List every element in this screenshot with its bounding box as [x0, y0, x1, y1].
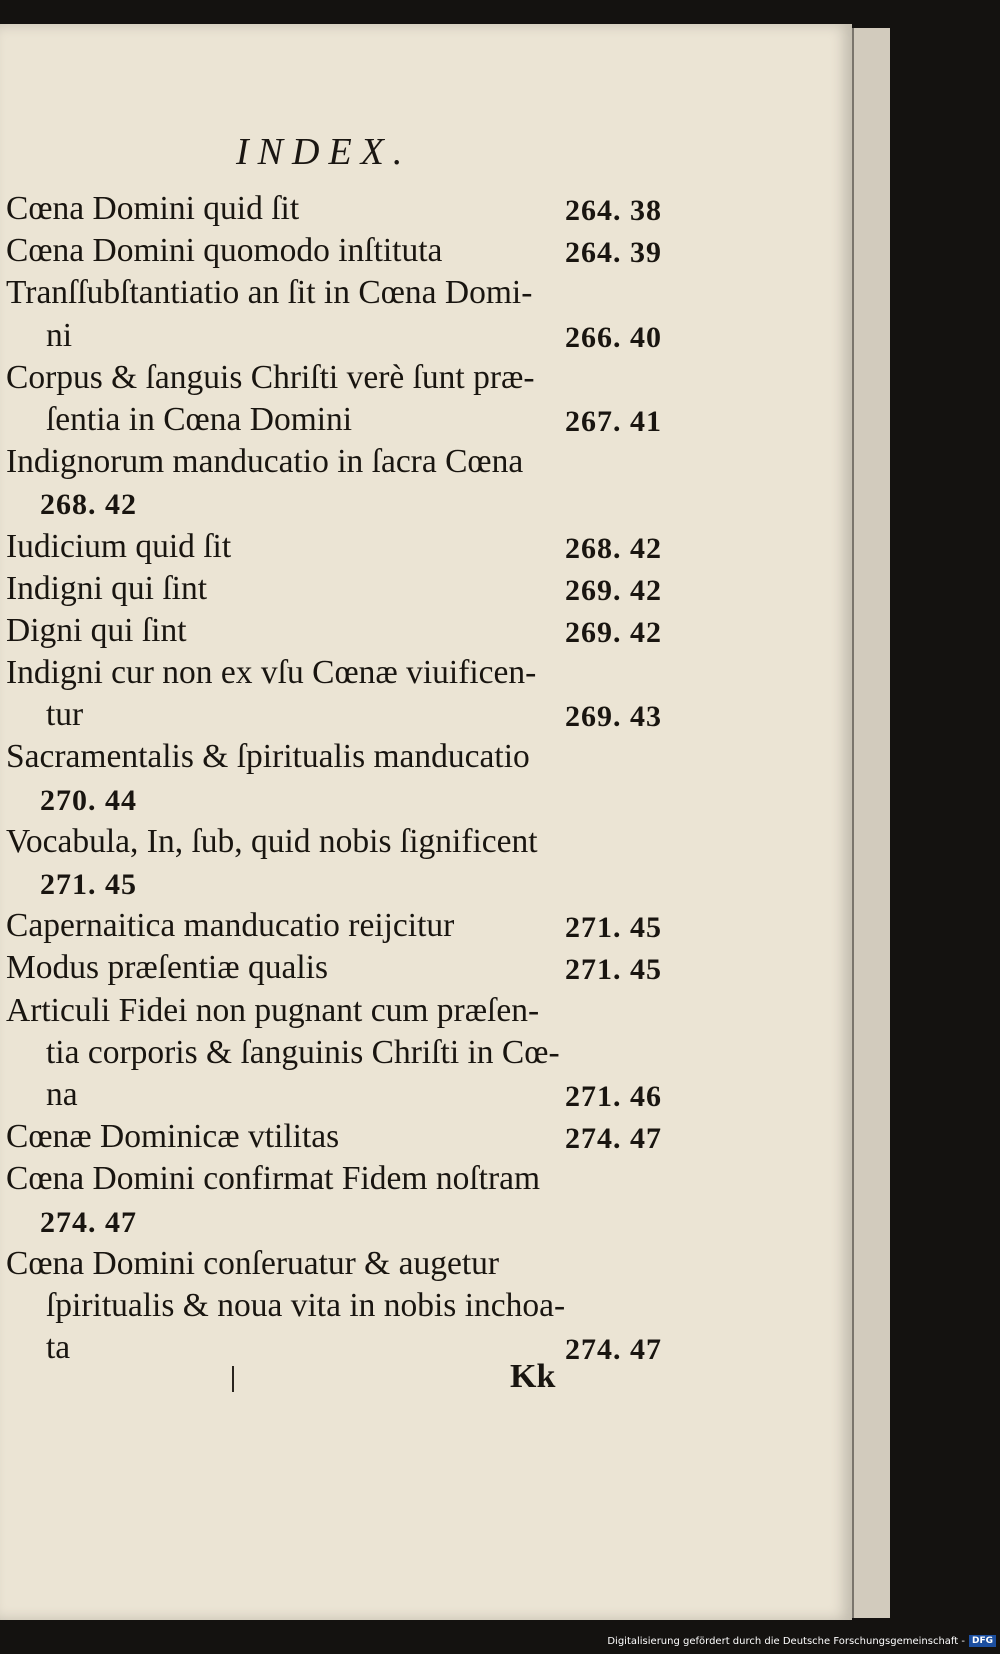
entry-text: Articuli Fidei non pugnant cum præſen- — [6, 991, 540, 1029]
index-line — [6, 694, 662, 736]
page-ref: 274. 47 — [565, 1333, 662, 1367]
page-ref: 271. 45 — [565, 911, 662, 945]
index-line — [6, 905, 662, 947]
index-line — [6, 483, 662, 525]
index-line — [6, 947, 662, 989]
entry-text: tur — [46, 696, 84, 734]
running-head: INDEX. — [236, 131, 412, 173]
book-page — [0, 24, 852, 1620]
page-ref: 270. 44 — [40, 783, 137, 817]
index-line — [6, 1032, 662, 1074]
index-line — [6, 357, 662, 399]
index-line — [6, 1201, 662, 1243]
page-ref: 274. 47 — [40, 1205, 137, 1239]
page-ref: 267. 41 — [565, 404, 662, 438]
entry-text: Sacramentalis & ſpiritualis manducatio — [6, 738, 530, 776]
index-line — [6, 736, 662, 778]
index-line — [6, 1327, 662, 1369]
entry-text: Iudicium quid ſit — [6, 527, 232, 565]
index-line — [6, 568, 662, 610]
signature-mark: Kk — [510, 1358, 556, 1395]
index-line — [6, 441, 662, 483]
page-ref: 274. 47 — [565, 1122, 662, 1156]
entry-text: Corpus & ſanguis Chriſti verè ſunt præ- — [6, 358, 535, 396]
entry-text: tia corporis & ſanguinis Chriſti in Cœ- — [46, 1033, 560, 1071]
page-ref: 271. 45 — [565, 953, 662, 987]
index-line — [6, 821, 662, 863]
entry-text: Cœna Domini conſeruatur & augetur — [6, 1244, 500, 1282]
index-line — [6, 1285, 662, 1327]
page-ref: 264. 39 — [565, 236, 662, 270]
entry-text: Capernaitica manducatio reijcitur — [6, 907, 455, 945]
credit-text: Digitalisierung gefördert durch die Deutsche Forschungsgemeinschaft - — [607, 1635, 965, 1647]
page-ref: 269. 43 — [565, 700, 662, 734]
entry-text: ſentia in Cœna Domini — [46, 400, 353, 438]
entry-text: Indignorum manducatio in ſacra Cœna — [6, 443, 524, 481]
index-line — [6, 990, 662, 1032]
entry-text: Cœna Domini confirmat Fidem noſtram — [6, 1160, 541, 1198]
index-line — [6, 315, 662, 357]
page-ref: 266. 40 — [565, 320, 662, 354]
index-line — [6, 188, 662, 230]
index-line — [6, 1116, 662, 1158]
entry-text: Digni qui ſint — [6, 611, 187, 649]
index-line — [6, 652, 662, 694]
index-line — [6, 779, 662, 821]
printer-mark — [232, 1366, 234, 1392]
entry-text: Vocabula, In, ſub, quid nobis ſignificent — [6, 822, 538, 860]
dfg-logo: DFG — [969, 1635, 996, 1647]
page-ref: 269. 42 — [565, 573, 662, 607]
entry-text: Cœnæ Dominicæ vtilitas — [6, 1118, 340, 1156]
page-ref: 264. 38 — [565, 194, 662, 227]
index-line — [6, 272, 662, 314]
page-ref: 271. 46 — [565, 1079, 662, 1113]
index-entries — [6, 188, 662, 1369]
index-line — [6, 230, 662, 272]
digitization-credit — [607, 1630, 996, 1652]
index-line — [6, 1243, 662, 1285]
page-fore-edge — [852, 28, 890, 1618]
entry-text: Cœna Domini quomodo inſtituta — [6, 232, 443, 270]
index-line — [6, 526, 662, 568]
entry-text: Modus præſentiæ qualis — [6, 949, 328, 987]
index-line — [6, 1158, 662, 1200]
entry-text: Tranſſubſtantiatio an ſit in Cœna Domi- — [6, 274, 533, 312]
page-ref: 268. 42 — [40, 488, 137, 522]
index-line — [6, 863, 662, 905]
entry-text: ſpiritualis & noua vita in nobis inchoa- — [46, 1286, 566, 1324]
page-ref: 269. 42 — [565, 615, 662, 649]
index-line — [6, 1074, 662, 1116]
index-line — [6, 610, 662, 652]
entry-text: ni — [46, 316, 73, 354]
entry-text: Indigni qui ſint — [6, 569, 207, 607]
entry-text: ta — [46, 1329, 71, 1367]
index-line — [6, 399, 662, 441]
entry-text: Cœna Domini quid ſit — [6, 190, 300, 227]
page-ref: 271. 45 — [40, 868, 137, 901]
entry-text: Indigni cur non ex vſu Cœnæ viuificen- — [6, 654, 537, 692]
page-ref: 268. 42 — [565, 531, 662, 565]
entry-text: na — [46, 1075, 78, 1113]
